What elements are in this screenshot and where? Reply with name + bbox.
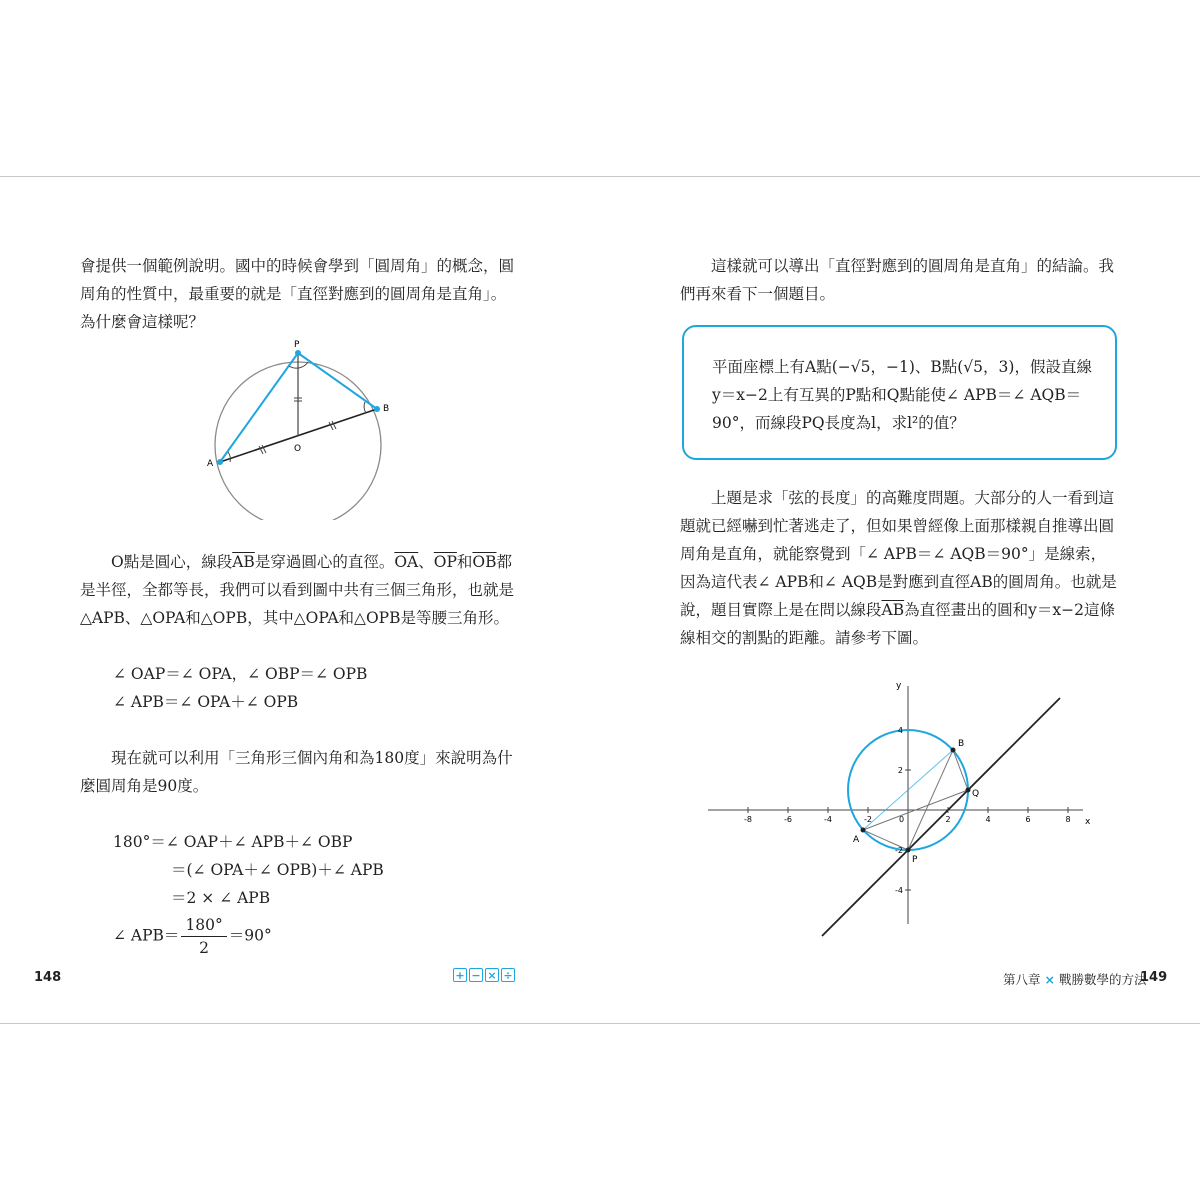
inscribed-angle-diagram — [200, 335, 400, 520]
point-b — [951, 748, 956, 753]
line-y-equals-x-minus-2 — [822, 698, 1060, 936]
label-a: A — [207, 459, 214, 469]
point-p — [295, 350, 301, 356]
svg-text:8: 8 — [1065, 815, 1071, 824]
divide-icon: ÷ — [501, 968, 515, 982]
minus-icon: − — [469, 968, 483, 982]
origin-label: 0 — [899, 815, 905, 824]
y-axis-label: y — [896, 681, 902, 691]
svg-text:-2: -2 — [864, 815, 872, 824]
svg-text:2: 2 — [897, 766, 903, 775]
coordinate-graph — [700, 672, 1100, 940]
left-intro-paragraph: 會提供一個範例說明。國中的時候會學到「圓周角」的概念，圓周角的性質中，最重要的就是「直徑對應到的圓周角是直角」。為什麼會這樣呢？ — [80, 257, 515, 331]
right-para-2: 上題是求「弦的長度」的高難度問題。大部分的人一看到這題就已經嚇到忙著逃走了，但如果曾經像上面那樣親自推導出圓周角是直角，就能察覺到「∠ APB＝∠ AQB＝90°」是線索，因為這代表∠ APB和∠ AQB是對應到直徑AB的圓周角。也就是說，題目實際上是在問以線段$\overline{AB}$為直徑畫出的圓和y＝x−2這條線相交的割點的距離。請參考下圖。 — [680, 489, 1117, 647]
svg-text:-4: -4 — [895, 886, 903, 895]
right-intro-paragraph: 這樣就可以導出「直徑對應到的圓周角是直角」的結論。我們再來看下一個題目。 — [680, 257, 1115, 303]
svg-text:6: 6 — [1025, 815, 1031, 824]
chapter-footer: 第八章 × 戰勝數學的方法 — [1003, 972, 1147, 987]
svg-text:4: 4 — [897, 726, 903, 735]
label-p: P — [294, 340, 300, 350]
chord-pa — [220, 353, 298, 462]
svg-text:-2: -2 — [895, 846, 903, 855]
point-p — [906, 848, 911, 853]
left-para-3: 現在就可以利用「三角形三個內角和為180度」來說明為什麼圓周角是90度。 — [80, 749, 513, 795]
label-o: O — [294, 444, 302, 454]
right-page-number: 149 — [1140, 970, 1168, 985]
svg-text:-8: -8 — [744, 815, 752, 824]
label-b: B — [958, 739, 965, 749]
svg-text:-6: -6 — [784, 815, 792, 824]
calc-line-3: ＝2 × ∠ APB — [171, 889, 271, 907]
label-a: A — [853, 835, 860, 845]
x-axis-label: x — [1085, 817, 1091, 827]
problem-box — [682, 325, 1117, 460]
svg-text:4: 4 — [985, 815, 991, 824]
point-a — [217, 459, 223, 465]
svg-text:-4: -4 — [824, 815, 832, 824]
equation-2: ∠ APB＝∠ OPA＋∠ OPB — [113, 693, 299, 711]
label-q: Q — [972, 789, 980, 799]
label-b: B — [383, 404, 390, 414]
problem-text: 平面座標上有A點(−√5，−1)、B點(√5，3)，假設直線 y＝x−2上有互異的P點和Q點能使∠ APB＝∠ AQB＝ 90°，而線段PQ長度為l，求l²的值？ — [712, 358, 1092, 432]
x-tick-labels — [744, 815, 1071, 824]
point-q — [966, 788, 971, 793]
cross-icon: × — [1044, 972, 1055, 987]
calc-line-2: ＝(∠ OPA＋∠ OPB)＋∠ APB — [171, 861, 384, 879]
svg-text:2: 2 — [945, 815, 951, 824]
calc-line-4: ∠ APB＝ $\frac{180^\circ}{2}$ ＝90° — [113, 916, 272, 957]
label-p: P — [912, 855, 918, 865]
times-icon: × — [485, 968, 499, 982]
point-a — [861, 828, 866, 833]
plus-icon: + — [453, 968, 467, 982]
equation-1: ∠ OAP＝∠ OPA，∠ OBP＝∠ OPB — [113, 665, 368, 683]
chord-pb — [298, 353, 377, 409]
calc-line-1: 180°＝∠ OAP＋∠ APB＋∠ OBP — [113, 833, 353, 851]
left-page-number: 148 — [34, 970, 62, 985]
left-para-2: O點是圓心，線段$\overline{AB}$是穿過圓心的直徑。$\overline{OA}$、$\overline{OP}$和$\overline{OB}$都是半徑，全都等長，我們可以看到圖中共有三個三角形，也就是△APB、△OPA和△OPB，其中△OPA和△OPB是等腰三角形。 — [80, 553, 515, 627]
fraction: $\frac{180^\circ}{2}$ — [181, 914, 226, 959]
point-b — [374, 406, 380, 412]
operator-icons — [453, 968, 515, 982]
